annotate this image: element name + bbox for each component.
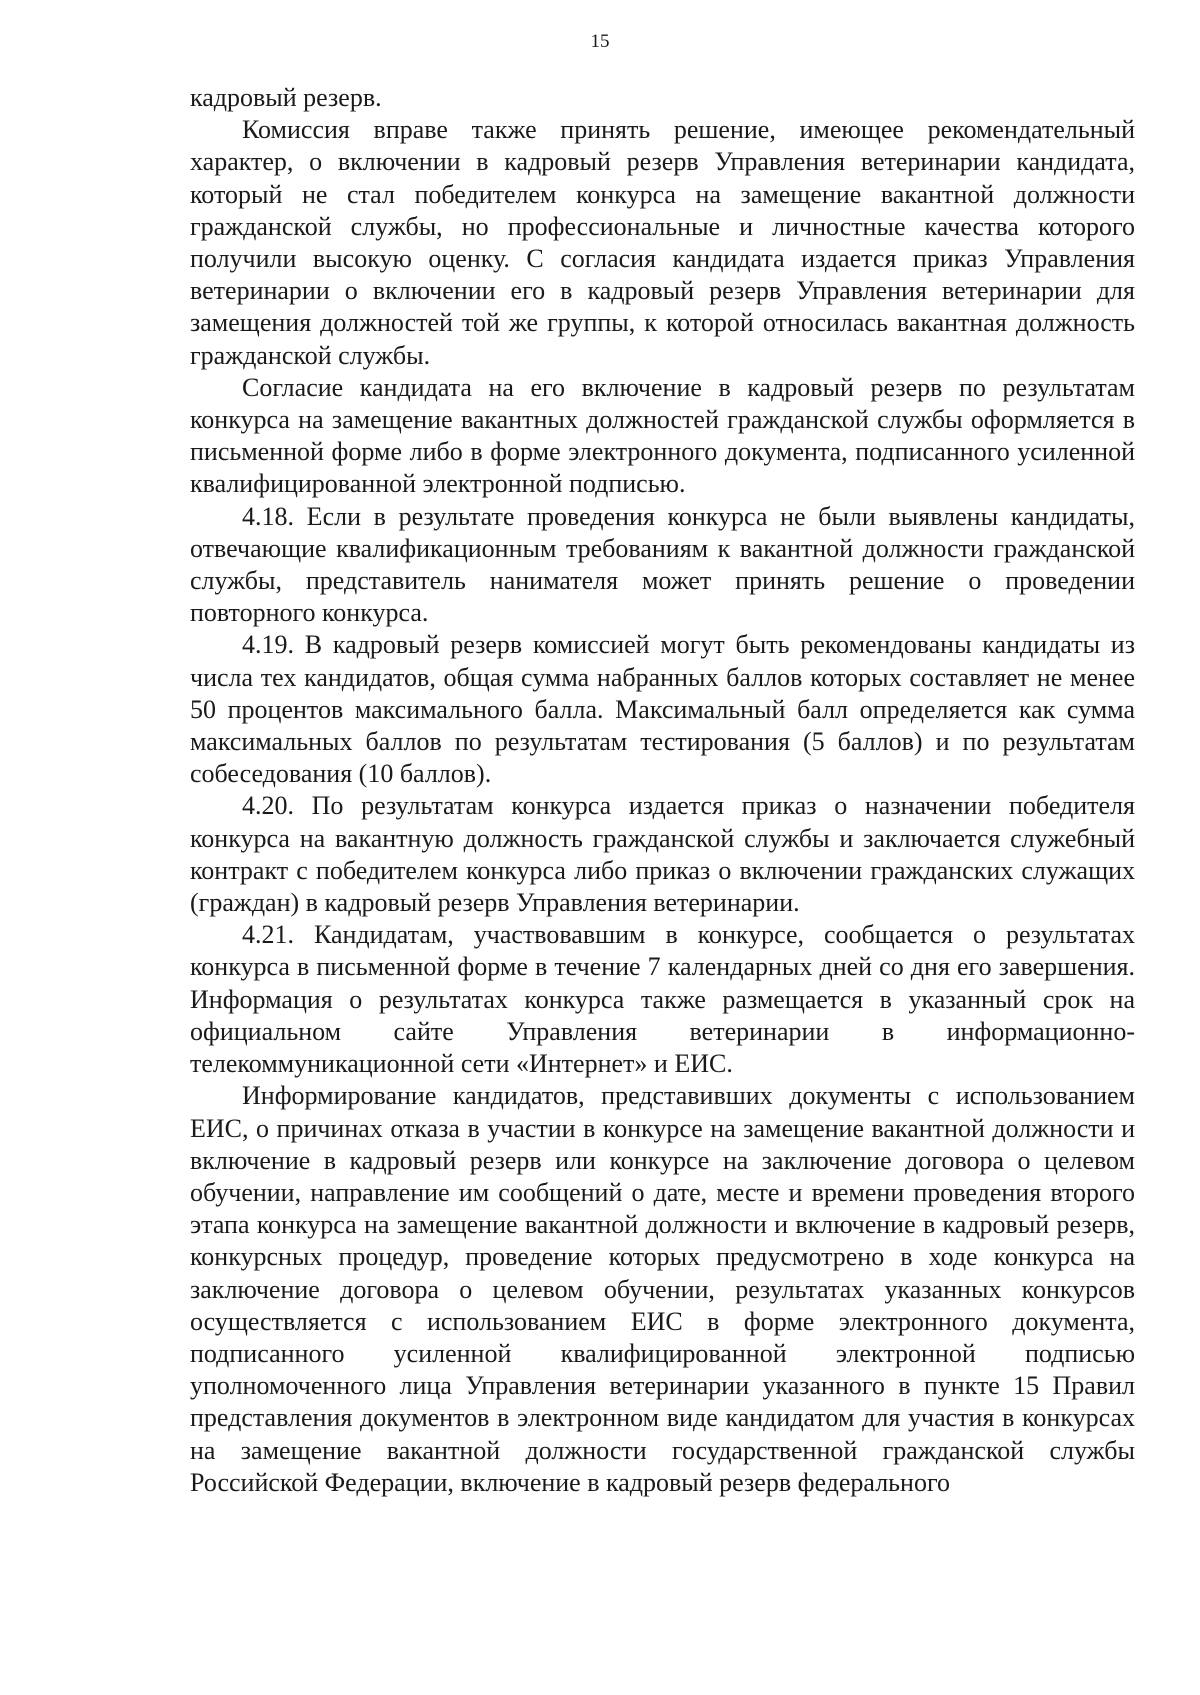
paragraph-commission-decision: Комиссия вправе также принять решение, имеющее рекомендательный характер, о включении в кадровый резерв Управления ветеринарии кандидата, который не стал победителем конкурса на замещение вакантной должности гражданской службы, но профессиональные и личностные качества которого получили высокую оценку. С согласия кандидата издается приказ Управления ветеринарии о включении его в кадровый резерв Управления ветеринарии для замещения должностей той же группы, к которой относилась вакантная должность гражданской службы. [190, 115, 1135, 370]
paragraph-4-21: 4.21. Кандидатам, участвовавшим в конкурсе, сообщается о результатах конкурса в письменной форме в течение 7 календарных дней со дня его завершения. Информация о результатах конкурса также размещается в указанный срок на официальном сайте Управления ветеринарии в информационно-телекоммуникационной сети «Интернет» и ЕИС. [190, 920, 1135, 1079]
paragraph-4-19: 4.19. В кадровый резерв комиссией могут быть рекомендованы кандидаты из числа тех кандидатов, общая сумма набранных баллов которых составляет не менее 50 процентов максимального балла. Максимальный балл определяется как сумма максимальных баллов по результатам тестирования (5 баллов) и по результатам собеседования (10 баллов). [190, 630, 1135, 789]
page-number: 15 [590, 31, 610, 52]
body-text [190, 82, 1135, 1499]
paragraph-continuation: кадровый резерв. [190, 83, 382, 112]
paragraph-informing-candidates: Информирование кандидатов, представивших документы с использованием ЕИС, о причинах отказа в участии в конкурсе на замещение вакантной должности и включение в кадровый резерв или конкурсе на заключение договора о целевом обучении, направление им сообщений о дате, месте и времени проведения второго этапа конкурса на замещение вакантной должности и включение в кадровый резерв, конкурсных процедур, проведение которых предусмотрено в ходе конкурса на заключение договора о целевом обучении, результатах указанных конкурсов осуществляется с использованием ЕИС в форме электронного документа, подписанного усиленной квалифицированной электронной подписью уполномоченного лица Управления ветеринарии указанного в пункте 15 Правил представления документов в электронном виде кандидатом для участия в конкурсах на замещение вакантной должности государственной гражданской службы Российской Федерации, включение в кадровый резерв федерального [190, 1081, 1135, 1497]
paragraph-candidate-consent: Согласие кандидата на его включение в кадровый резерв по результатам конкурса на замещение вакантных должностей гражданской службы оформляется в письменной форме либо в форме электронного документа, подписанного усиленной квалифицированной электронной подписью. [190, 372, 1135, 499]
paragraph-4-18: 4.18. Если в результате проведения конкурса не были выявлены кандидаты, отвечающие квалификационным требованиям к вакантной должности гражданской службы, представитель нанимателя может принять решение о проведении повторного конкурса. [190, 501, 1135, 628]
paragraph-4-20: 4.20. По результатам конкурса издается приказ о назначении победителя конкурса на вакантную должность гражданской службы и заключается служебный контракт с победителем конкурса либо приказ о включении гражданских служащих (граждан) в кадровый резерв Управления ветеринарии. [190, 791, 1135, 918]
